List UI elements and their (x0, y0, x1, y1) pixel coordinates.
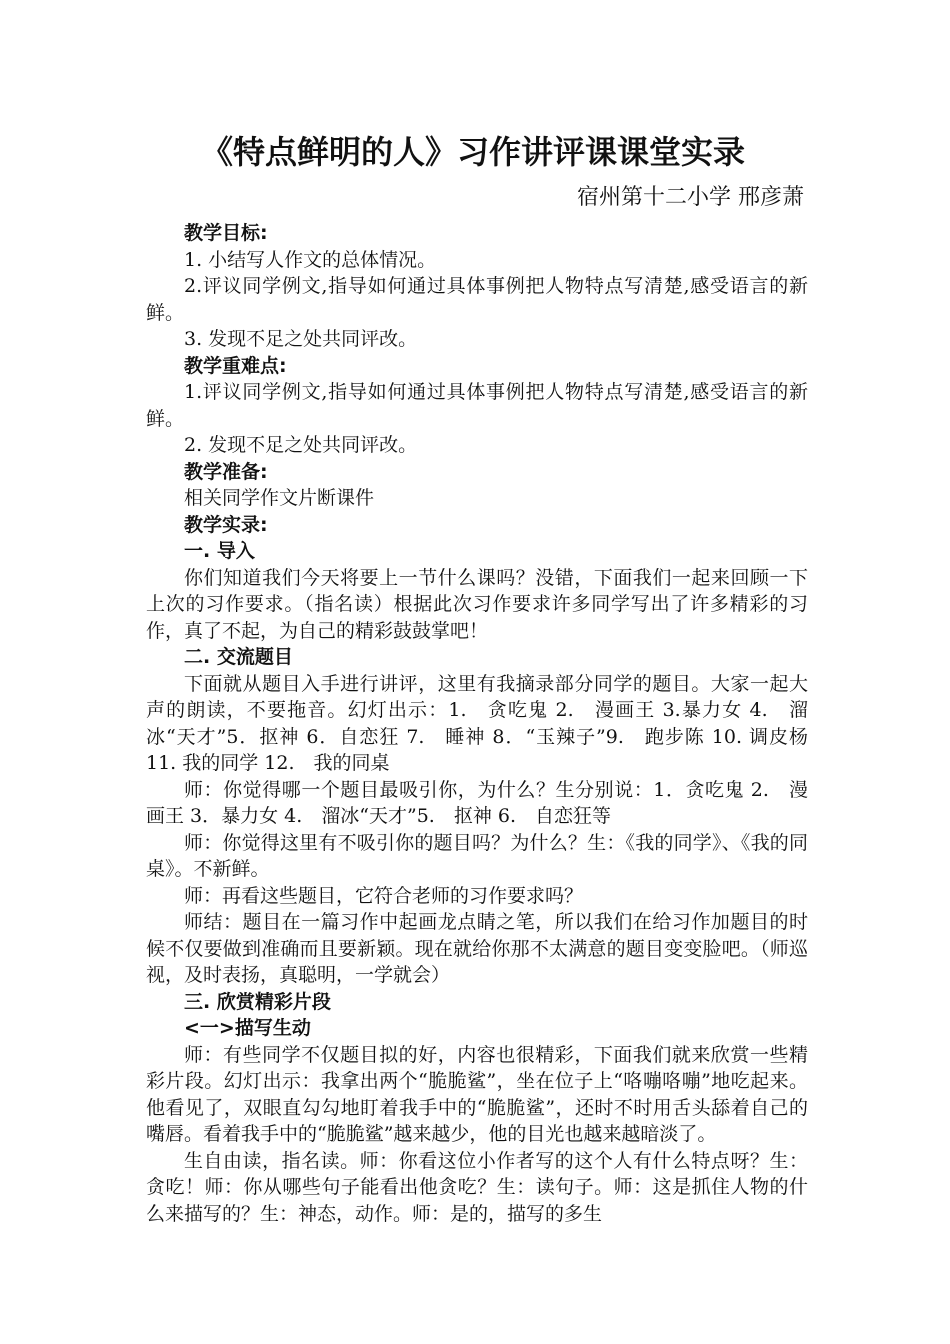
paragraph: 2. 发现不足之处共同评改。 (184, 434, 418, 456)
section-heading: 二. 交流题目 (184, 646, 293, 668)
section-heading: 三. 欣赏精彩片段 (184, 990, 331, 1013)
paragraph: 你们知道我们今天将要上一节什么课吗？没错，下面我们一起来回顾一下上次的习作要求。（指名读）根据此次习作要求许多同学写出了许多精彩的习作，真了不起，为自己的精彩鼓鼓掌吧！ (146, 566, 808, 642)
section-heading: 教学目标: (184, 222, 268, 244)
paragraph: 师：你觉得这里有不吸引你的题目吗？为什么？生：《我的同学》、《我的同桌》。不新鲜。 (146, 831, 808, 880)
paragraph: 1. 小结写人作文的总体情况。 (184, 248, 437, 271)
paragraph: 生自由读，指名读。师：你看这位小作者写的这个人有什么特点呀？生：贪吃！师：你从哪些句子能看出他贪吃？生：读句子。师：这是抓住人物的什么来描写的？生：神态，动作。师：是的，描写的多生 (146, 1149, 808, 1225)
paragraph: 1.评议同学例文,指导如何通过具体事例把人物特点写清楚,感受语言的新鲜。 (146, 381, 808, 430)
section-heading: 一. 导入 (184, 540, 255, 562)
paragraph: 3. 发现不足之处共同评改。 (184, 328, 418, 350)
paragraph: 师：有些同学不仅题目拟的好，内容也很精彩，下面我们就来欣赏一些精彩片段。幻灯出示：我拿出两个“脆脆鲨”，坐在位子上“咯嘣咯嘣”地吃起来。他看见了，双眼直勾勾地盯着我手中的“脆脆鲨”，还时不时用舌头舔着自己的嘴唇。看着我手中的“脆脆鲨”越来越少，他的目光也越来越暗淡了。 (146, 1043, 808, 1145)
document-body (146, 220, 808, 1227)
author-line: 宿州第十二小学 邢彦萧 (577, 185, 804, 210)
section-heading: <一>描写生动 (184, 1017, 311, 1039)
paragraph: 师结：题目在一篇习作中起画龙点睛之笔，所以我们在给习作加题目的时候不仅要做到准确而且要新颖。现在就给你那不太满意的题目变变脸吧。（师巡视，及时表扬，真聪明，一学就会） (146, 911, 808, 986)
document-page (146, 120, 808, 1227)
section-heading: 教学准备: (184, 460, 268, 483)
paragraph: 师：再看这些题目，它符合老师的习作要求吗？ (184, 884, 584, 907)
paragraph: 师：你觉得哪一个题目最吸引你，为什么？生分别说：1．贪吃鬼 2. 漫画王 3．暴力女 4. 溜冰“天才”5. 抠神 6. 自恋狂等 (146, 778, 808, 827)
paragraph: 2.评议同学例文,指导如何通过具体事例把人物特点写清楚,感受语言的新鲜。 (146, 275, 808, 324)
paragraph: 下面就从题目入手进行讲评，这里有我摘录部分同学的题目。大家一起大声的朗读，不要拖音。幻灯出示：1. 贪吃鬼 2. 漫画王 3.暴力女 4. 溜冰“天才”5．抠神 6．自恋狂 7. 睡神 8．“玉辣子”9. 跑步陈 10. 调皮杨 11. 我的同学 12. 我的同桌 (146, 672, 808, 774)
document-title: 《特点鲜明的人》习作讲评课课堂实录 (200, 133, 745, 171)
paragraph: 相关同学作文片断课件 (184, 487, 375, 509)
section-heading: 教学实录: (184, 513, 268, 536)
section-heading: 教学重难点: (184, 354, 287, 377)
